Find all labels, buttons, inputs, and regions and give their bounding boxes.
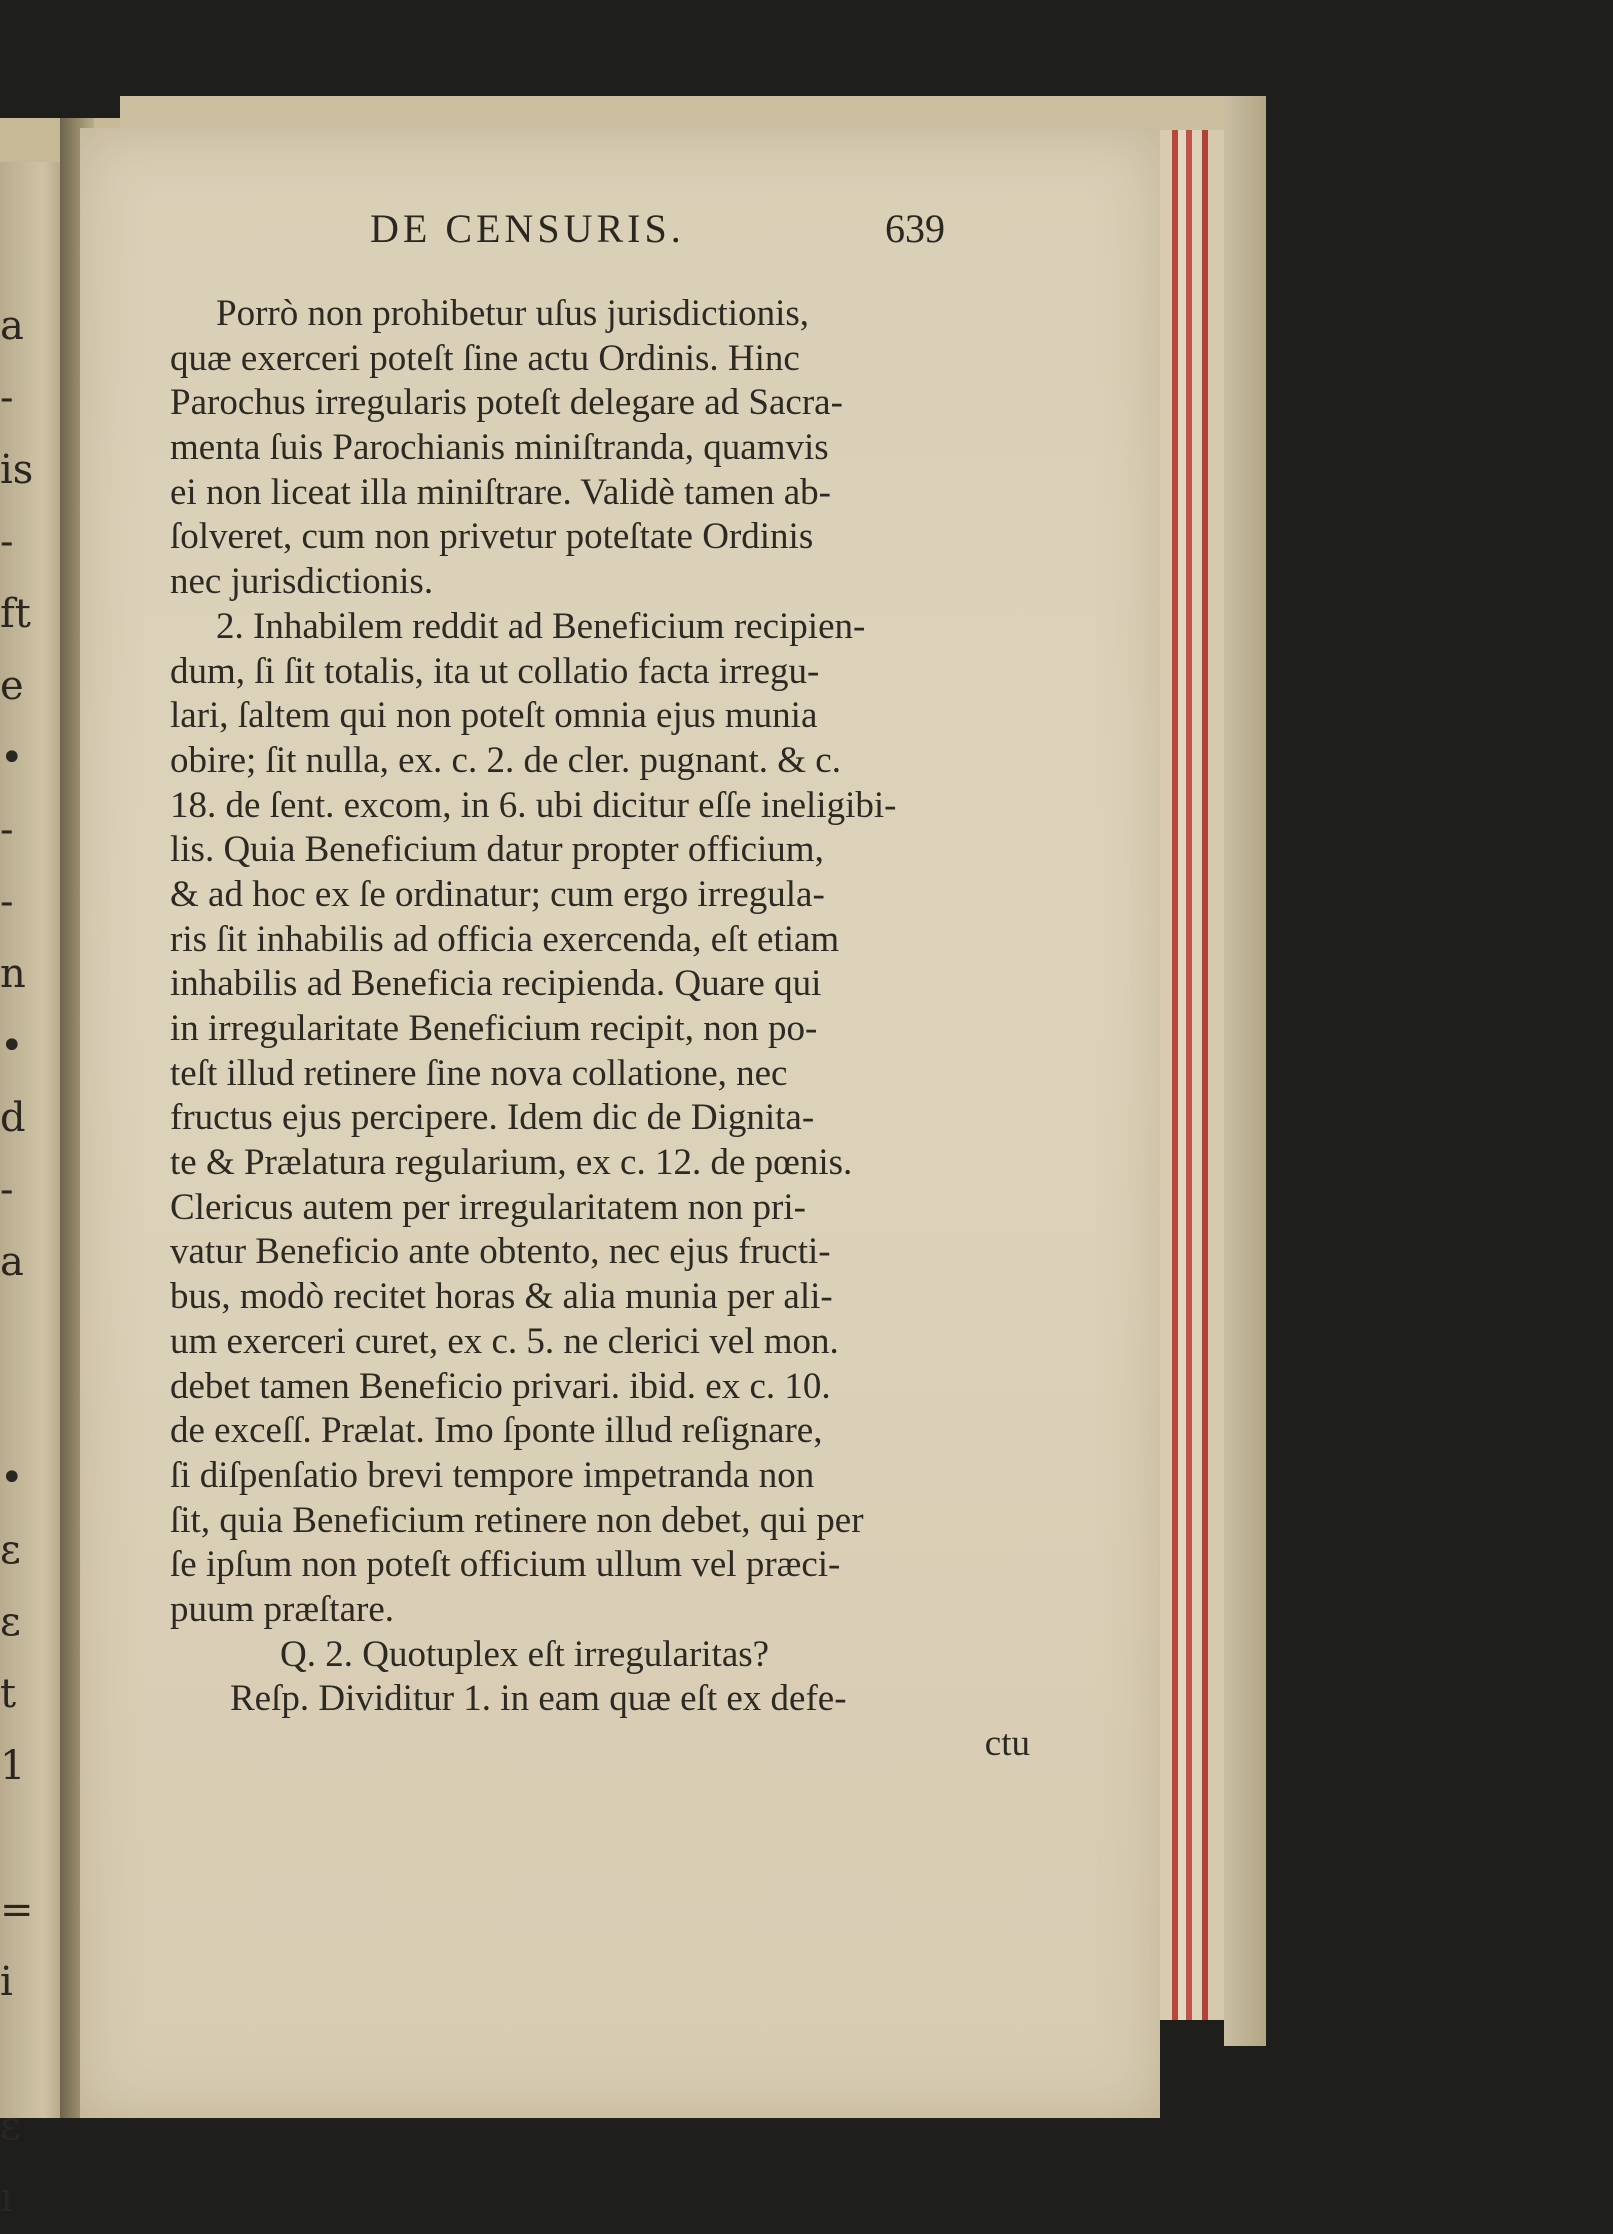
text-line: ſi diſpenſatio brevi tempore impetranda non — [170, 1454, 815, 1496]
text-line: ris ſit inhabilis ad officia exercenda, eſt etiam — [170, 918, 840, 960]
text-line: ei non liceat illa miniſtrare. Validè tamen ab- — [170, 471, 831, 513]
previous-page-fragment: i — [0, 1959, 13, 2005]
previous-page-fragment: a — [0, 1239, 24, 1285]
text-line: fructus ejus percipere. Idem dic de Dignita- — [170, 1097, 815, 1139]
previous-page-fragment — [0, 1370, 40, 1442]
text-line: nec jurisdictionis. — [170, 561, 434, 603]
previous-page-fragment: - — [0, 807, 14, 853]
text-line: de exceſſ. Prælat. Imo ſponte illud reſignare, — [170, 1410, 823, 1452]
text-line: puum præſtare. — [170, 1588, 395, 1630]
page-number: 639 — [885, 206, 945, 251]
text-line: ſe ipſum non poteſt officium ullum vel præci- — [170, 1544, 841, 1586]
text-line: um exerceri curet, ex c. 5. ne clerici vel mon. — [170, 1320, 839, 1362]
text-line: in irregularitate Beneficium recipit, non po- — [170, 1008, 818, 1049]
previous-page-fragment: 1 — [0, 1743, 26, 1789]
previous-page-fragment: a — [0, 303, 24, 349]
cover-top-edge — [120, 96, 1266, 130]
previous-page-fragment: - — [0, 519, 14, 565]
text-line: Parochus irregularis poteſt delegare ad Sacra- — [170, 382, 843, 424]
text-line: debet tamen Beneficio privari. ibid. ex c. 10. — [170, 1365, 831, 1407]
text-line: ſit, quia Beneficium retinere non debet, qui per — [170, 1499, 864, 1541]
previous-page-fragment — [0, 2018, 40, 2090]
text-line: ſolveret, cum non privetur poteſtate Ordinis — [170, 516, 814, 558]
text-line: quæ exerceri poteſt ſine actu Ordinis. Hinc — [170, 337, 800, 379]
previous-page-fragment: • — [0, 1023, 24, 1069]
catchword: ctu — [984, 1723, 1030, 1764]
previous-page-fragment: ε — [0, 1599, 21, 1645]
text-line: menta ſuis Parochianis miniſtranda, quamvis — [170, 427, 829, 469]
previous-page-fragment: ε — [0, 1527, 21, 1573]
text-line: 2. Inhabilem reddit ad Beneficium recipien- — [216, 605, 866, 647]
previous-page-fragment: = — [0, 1887, 34, 1933]
running-head — [80, 205, 1160, 265]
text-line: vatur Beneficio ante obtento, nec ejus fructi- — [170, 1231, 831, 1273]
previous-page-fragment: - — [0, 879, 14, 925]
previous-page-fragment: • — [0, 735, 24, 781]
text-line: obire; ſit nulla, ex. c. 2. de cler. pugnant. & c. — [170, 739, 841, 781]
previous-page-fragment: - — [0, 375, 14, 421]
text-line: Porrò non prohibetur uſus jurisdictionis, — [216, 293, 809, 334]
previous-page-fragment: ft — [0, 591, 31, 637]
text-line: dum, ſi ſit totalis, ita ut collatio facta irregu- — [170, 650, 820, 692]
text-line: Q. 2. Quotuplex eſt irregularitas? — [280, 1633, 770, 1675]
previous-page-fragment: d — [0, 1095, 26, 1141]
previous-page-fragment: n — [0, 951, 26, 997]
running-title: DE CENSURIS. — [370, 206, 685, 251]
text-line: teſt illud retinere ſine nova collatione, nec — [170, 1052, 788, 1094]
cover-right-edge — [1224, 96, 1266, 2046]
page-edge — [1178, 130, 1186, 2020]
previous-page-fragment: ı — [0, 2175, 13, 2221]
previous-page-fragment: is — [0, 447, 34, 493]
previous-page-fragment: t — [0, 1671, 17, 1717]
text-line: Clericus autem per irregularitatem non pri- — [170, 1186, 806, 1228]
text-line: inhabilis ad Beneficia recipienda. Quare qui — [170, 963, 822, 1005]
page-edge — [1192, 130, 1202, 2020]
previous-page-fragment: • — [0, 1455, 24, 1501]
text-line: bus, modò recitet horas & alia munia per ali- — [170, 1276, 833, 1318]
text-line: te & Prælatura regularium, ex c. 12. de pœnis. — [170, 1142, 853, 1184]
previous-page-fragment — [0, 1298, 40, 1370]
text-line: lis. Quia Beneficium datur propter officium, — [170, 829, 824, 871]
page-edge — [1160, 130, 1172, 2020]
page-edge — [1208, 130, 1224, 2020]
text-line: 18. de ſent. excom, in 6. ubi dicitur eſſe ineligibi- — [170, 784, 897, 826]
previous-page-fragment: e — [0, 663, 24, 709]
previous-page-fragment — [0, 1802, 40, 1874]
text-line: lari, ſaltem qui non poteſt omnia ejus munia — [170, 695, 818, 737]
text-line: Reſp. Dividitur 1. in eam quæ eſt ex defe- — [230, 1678, 847, 1720]
previous-page-text-fragments — [0, 290, 40, 2234]
text-line: & ad hoc ex ſe ordinatur; cum ergo irregula- — [170, 873, 825, 915]
body-text — [170, 292, 1030, 1767]
previous-page-fragment: - — [0, 1167, 14, 1213]
previous-page-fragment: ε — [0, 2103, 21, 2149]
